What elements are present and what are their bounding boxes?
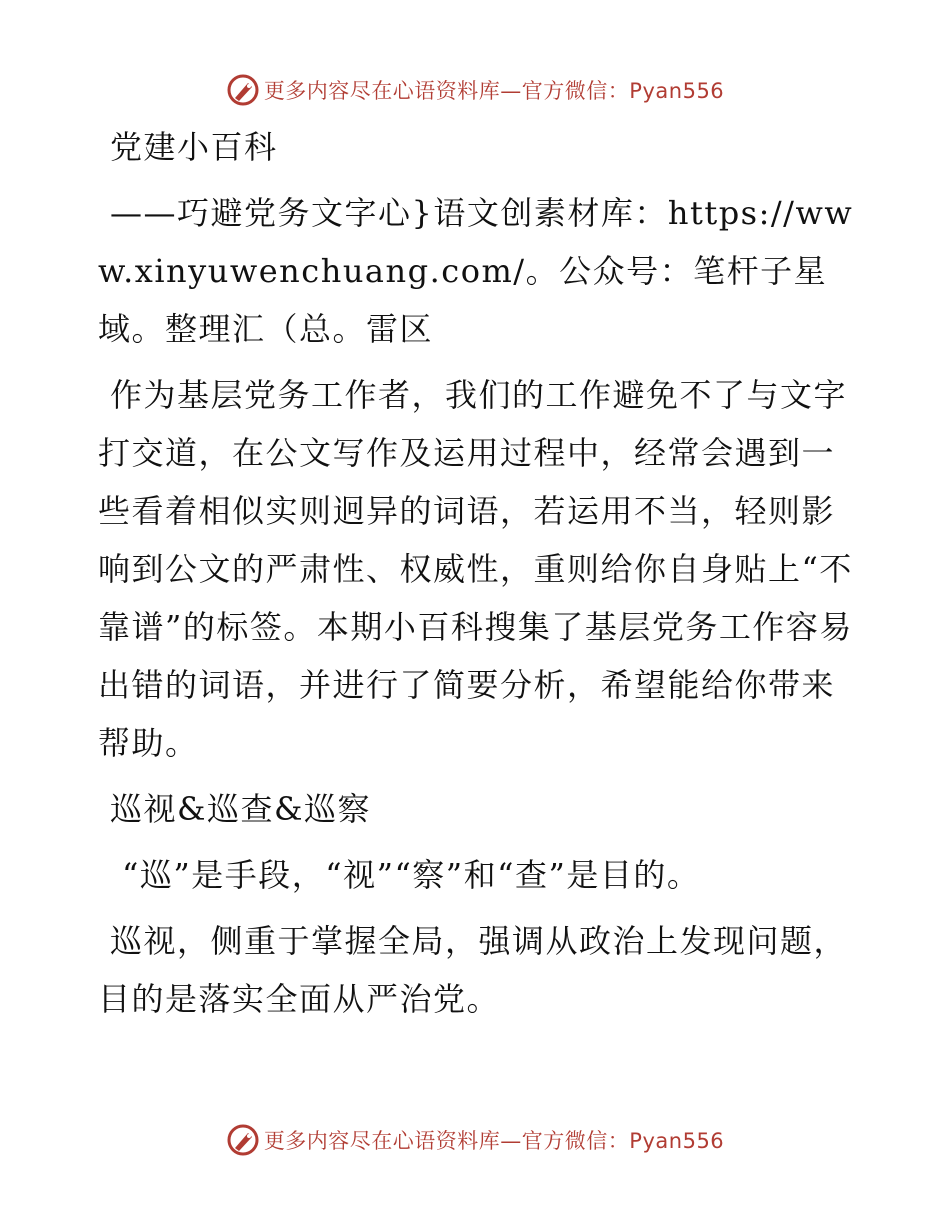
footer-banner-text: 更多内容尽在心语资料库—官方微信：Pyan556 [263, 1129, 725, 1153]
section-lead-paragraph: “巡”是手段，“视”“察”和“查”是目的。 [122, 856, 701, 894]
pen-nib-logo-icon [226, 73, 260, 107]
pen-nib-logo-icon [226, 1123, 260, 1157]
section-body-paragraph: 巡视，侧重于掌握全局，强调从政治上发现问题，目的是落实全面从严治党。 [98, 922, 848, 1018]
header-banner-text: 更多内容尽在心语资料库—官方微信：Pyan556 [263, 79, 725, 103]
intro-paragraph: 作为基层党务工作者，我们的工作避免不了与文字打交道，在公文写作及运用过程中，经常会遇到一些看着相似实则迥异的词语，若运用不当，轻则影响到公文的严肃性、权威性，重则给你自身贴上“不靠谱”的标签。本期小百科搜集了基层党务工作容易出错的词语，并进行了简要分析，希望能给你带来帮助。 [98, 376, 853, 762]
document-body [98, 118, 858, 1036]
footer-banner [0, 1120, 950, 1160]
document-subtitle: ——巧避党务文字心}语文创素材库：https://www.xinyuwenchuang.com/。公众号：笔杆子星域。整理汇（总。雷区 [98, 194, 854, 348]
section-title: 巡视&巡查&巡察 [110, 790, 371, 828]
document-title: 党建小百科 [110, 128, 278, 166]
header-banner [0, 70, 950, 110]
